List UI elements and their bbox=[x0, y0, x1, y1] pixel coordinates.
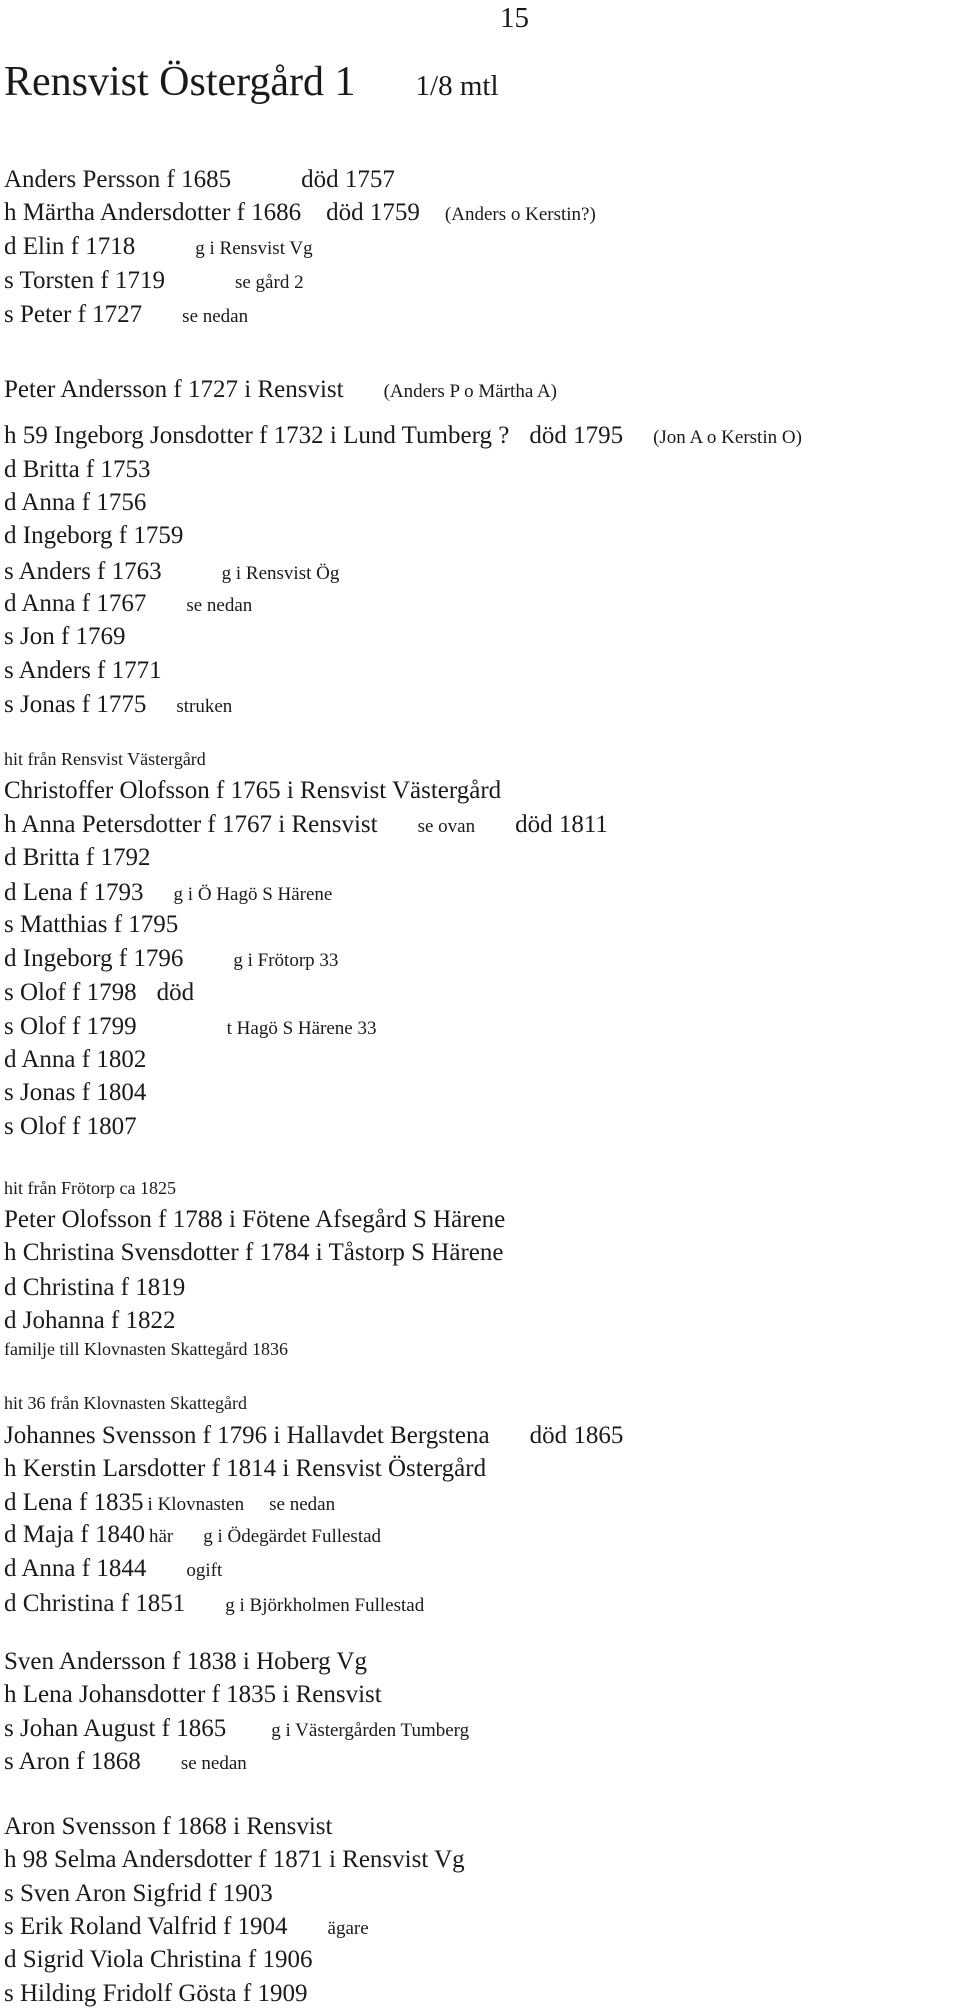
record-line: d Christina f 1851 g i Björkholmen Fullestad bbox=[4, 1590, 425, 1617]
record-line: d Ingeborg f 1796 g i Frötorp 33 bbox=[4, 945, 339, 972]
record-line: Christoffer Olofsson f 1765 i Rensvist Västergård bbox=[4, 777, 502, 804]
record-line: s Aron f 1868 se nedan bbox=[4, 1748, 247, 1775]
record-line: s Johan August f 1865 g i Västergården Tumberg bbox=[4, 1715, 470, 1742]
record-line: Peter Olofsson f 1788 i Fötene Afsegård S Härene bbox=[4, 1206, 506, 1233]
move-note: familje till Klovnasten Skattegård 1836 bbox=[4, 1339, 288, 1359]
record-line: Johannes Svensson f 1796 i Hallavdet Bergstena död 1865 bbox=[4, 1422, 624, 1449]
record-line: s Matthias f 1795 bbox=[4, 911, 179, 938]
record-line: s Anders f 1771 bbox=[4, 657, 162, 684]
record-line: d Britta f 1753 bbox=[4, 456, 151, 483]
record-line: s Olof f 1807 bbox=[4, 1113, 137, 1140]
record-line: s Olof f 1799 t Hagö S Härene 33 bbox=[4, 1013, 377, 1040]
record-line: s Sven Aron Sigfrid f 1903 bbox=[4, 1880, 273, 1907]
record-line: s Torsten f 1719 se gård 2 bbox=[4, 267, 304, 294]
record-line: h Lena Johansdotter f 1835 i Rensvist bbox=[4, 1681, 382, 1708]
record-line: d Britta f 1792 bbox=[4, 844, 151, 871]
record-line: d Anna f 1844 ogift bbox=[4, 1555, 223, 1582]
record-line: s Hilding Fridolf Gösta f 1909 bbox=[4, 1980, 308, 2007]
record-line: h Christina Svensdotter f 1784 i Tåstorp S Härene bbox=[4, 1239, 504, 1266]
record-line: h 98 Selma Andersdotter f 1871 i Rensvist Vg bbox=[4, 1846, 465, 1873]
record-line: Sven Andersson f 1838 i Hoberg Vg bbox=[4, 1648, 367, 1675]
record-line: d Anna f 1756 bbox=[4, 489, 147, 516]
record-line: h Märtha Andersdotter f 1686 död 1759 (Anders o Kerstin?) bbox=[4, 199, 596, 226]
record-line: Anders Persson f 1685 död 1757 bbox=[4, 166, 395, 193]
record-line: d Ingeborg f 1759 bbox=[4, 522, 184, 549]
record-line: d Lena f 1835 i Klovnasten se nedan bbox=[4, 1489, 336, 1516]
record-line: h 59 Ingeborg Jonsdotter f 1732 i Lund Tumberg ? död 1795 (Jon A o Kerstin O) bbox=[4, 422, 802, 449]
origin-note: hit 36 från Klovnasten Skattegård bbox=[4, 1393, 247, 1413]
record-line: h Kerstin Larsdotter f 1814 i Rensvist Östergård bbox=[4, 1455, 487, 1482]
record-line: s Anders f 1763 g i Rensvist Ög bbox=[4, 558, 340, 585]
record-line: d Johanna f 1822 bbox=[4, 1307, 176, 1334]
record-line: d Maja f 1840 här g i Ödegärdet Fullestad bbox=[4, 1521, 382, 1548]
record-line: s Jon f 1769 bbox=[4, 623, 126, 650]
record-line: d Lena f 1793 g i Ö Hagö S Härene bbox=[4, 879, 333, 906]
record-line: s Olof f 1798 död bbox=[4, 979, 195, 1006]
record-line: Aron Svensson f 1868 i Rensvist bbox=[4, 1813, 333, 1840]
record-line: Peter Andersson f 1727 i Rensvist (Anders P o Märtha A) bbox=[4, 376, 558, 403]
record-line: d Elin f 1718 g i Rensvist Vg bbox=[4, 233, 313, 260]
origin-note: hit från Frötorp ca 1825 bbox=[4, 1178, 176, 1198]
page-number: 15 bbox=[500, 2, 529, 34]
farm-name: Rensvist Östergård 1 bbox=[4, 59, 356, 105]
record-line: d Anna f 1767 se nedan bbox=[4, 590, 253, 617]
origin-note: hit från Rensvist Västergård bbox=[4, 749, 206, 769]
record-line: s Peter f 1727 se nedan bbox=[4, 301, 249, 328]
record-line: d Sigrid Viola Christina f 1906 bbox=[4, 1946, 313, 1973]
page-title bbox=[4, 58, 499, 106]
record-line: s Jonas f 1775 struken bbox=[4, 691, 233, 718]
record-line: s Jonas f 1804 bbox=[4, 1079, 147, 1106]
record-line: s Erik Roland Valfrid f 1904 ägare bbox=[4, 1913, 369, 1940]
record-line: h Anna Petersdotter f 1767 i Rensvist se ovan död 1811 bbox=[4, 811, 608, 838]
farm-share: 1/8 mtl bbox=[415, 70, 499, 102]
record-line: d Anna f 1802 bbox=[4, 1046, 147, 1073]
record-line: d Christina f 1819 bbox=[4, 1274, 186, 1301]
